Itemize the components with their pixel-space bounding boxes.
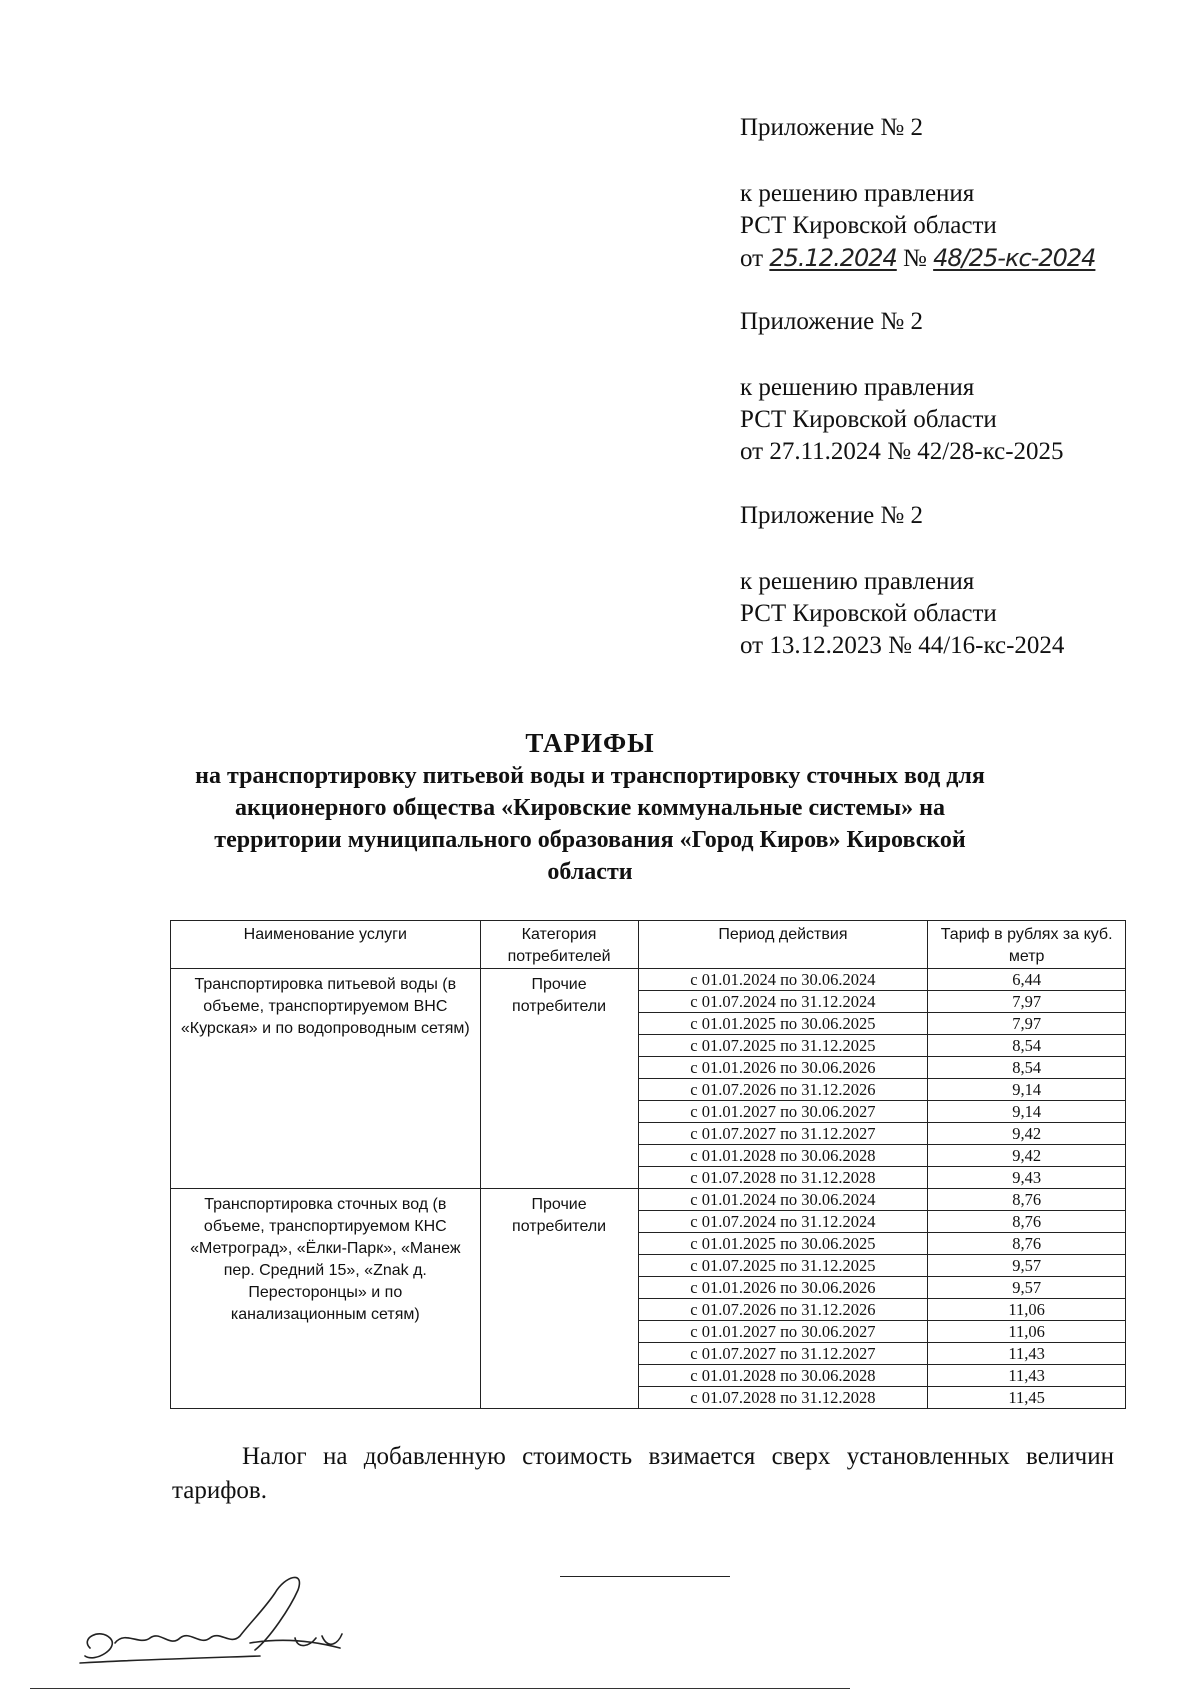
- period-cell: с 01.01.2024 по 30.06.2024: [638, 1189, 928, 1211]
- header-category: Категория потребителей: [480, 921, 638, 969]
- period-cell: с 01.07.2025 по 31.12.2025: [638, 1035, 928, 1057]
- appendix-date-line: [740, 242, 1180, 275]
- service-name-cell: Транспортировка питьевой воды (в объеме, транспортируемом ВНС «Курская» и по водопроводным сетям): [171, 969, 481, 1189]
- decision-number: 42/28-кс-2025: [917, 438, 1064, 465]
- period-cell: с 01.07.2028 по 31.12.2028: [638, 1387, 928, 1409]
- tariff-value-cell: 11,06: [928, 1299, 1126, 1321]
- period-cell: с 01.01.2026 по 30.06.2026: [638, 1277, 928, 1299]
- period-cell: с 01.07.2026 по 31.12.2026: [638, 1079, 928, 1101]
- period-cell: с 01.07.2024 по 31.12.2024: [638, 1211, 928, 1233]
- appendix-block-1: [740, 112, 1180, 275]
- period-cell: с 01.07.2028 по 31.12.2028: [638, 1167, 928, 1189]
- title-line-1: на транспортировку питьевой воды и транспортировку сточных вод для: [195, 763, 985, 789]
- date-prefix: от: [740, 632, 770, 659]
- appendix-line-1: к решению правления: [740, 180, 975, 207]
- appendix-title: Приложение № 2: [740, 502, 924, 529]
- tariff-value-cell: 8,54: [928, 1057, 1126, 1079]
- title-main: ТАРИФЫ: [525, 728, 655, 758]
- title-line-4: области: [547, 859, 633, 885]
- period-cell: с 01.01.2027 по 30.06.2027: [638, 1101, 928, 1123]
- table-row: [171, 969, 1126, 991]
- decision-date: 13.12.2023: [769, 632, 882, 659]
- tariff-value-cell: 11,43: [928, 1365, 1126, 1387]
- bottom-rule: [30, 1688, 850, 1689]
- separator-line: [560, 1576, 730, 1577]
- table-row: [171, 1189, 1126, 1211]
- number-prefix: №: [880, 438, 918, 465]
- vat-note: Налог на добавленную стоимость взимается сверх установленных величин тарифов.: [172, 1443, 1114, 1504]
- document-title: [130, 726, 1050, 888]
- tariff-value-cell: 9,42: [928, 1145, 1126, 1167]
- date-prefix: от: [740, 245, 770, 272]
- tariff-value-cell: 9,14: [928, 1101, 1126, 1123]
- title-line-2: акционерного общества «Кировские коммунальные системы» на: [235, 795, 945, 821]
- period-cell: с 01.07.2027 по 31.12.2027: [638, 1343, 928, 1365]
- tariff-value-cell: 8,76: [928, 1189, 1126, 1211]
- tariff-value-cell: 9,14: [928, 1079, 1126, 1101]
- decision-number: 44/16-кс-2024: [918, 632, 1065, 659]
- table-header-row: [171, 921, 1126, 969]
- tariff-value-cell: 9,57: [928, 1277, 1126, 1299]
- appendix-line-2: РСТ Кировской области: [740, 600, 997, 627]
- tariff-value-cell: 7,97: [928, 1013, 1126, 1035]
- handwritten-date: 25.12.2024: [769, 244, 897, 272]
- title-line-3: территории муниципального образования «Город Киров» Кировской: [214, 827, 966, 853]
- tariff-value-cell: 6,44: [928, 969, 1126, 991]
- appendix-block-3: [740, 500, 1180, 662]
- appendix-line-1: к решению правления: [740, 374, 975, 401]
- tariff-value-cell: 9,57: [928, 1255, 1126, 1277]
- appendix-date-line: [740, 436, 1180, 468]
- tariff-value-cell: 9,42: [928, 1123, 1126, 1145]
- appendix-line-2: РСТ Кировской области: [740, 406, 997, 433]
- header-service: Наименование услуги: [171, 921, 481, 969]
- number-prefix: №: [881, 632, 919, 659]
- handwritten-number: 48/25-кс-2024: [933, 244, 1096, 272]
- appendix-line-1: к решению правления: [740, 568, 975, 595]
- tariff-value-cell: 11,45: [928, 1387, 1126, 1409]
- tariff-value-cell: 8,54: [928, 1035, 1126, 1057]
- appendix-line-2: РСТ Кировской области: [740, 212, 997, 239]
- decision-date: 27.11.2024: [769, 438, 881, 465]
- appendix-block-2: [740, 306, 1180, 468]
- consumer-category-cell: Прочие потребители: [480, 969, 638, 1189]
- number-prefix: №: [896, 245, 934, 272]
- tariff-value-cell: 9,43: [928, 1167, 1126, 1189]
- period-cell: с 01.07.2024 по 31.12.2024: [638, 991, 928, 1013]
- tariff-value-cell: 8,76: [928, 1233, 1126, 1255]
- period-cell: с 01.01.2026 по 30.06.2026: [638, 1057, 928, 1079]
- header-period: Период действия: [638, 921, 928, 969]
- tariff-value-cell: 11,06: [928, 1321, 1126, 1343]
- period-cell: с 01.01.2024 по 30.06.2024: [638, 969, 928, 991]
- tariff-value-cell: 8,76: [928, 1211, 1126, 1233]
- period-cell: с 01.01.2028 по 30.06.2028: [638, 1145, 928, 1167]
- tariff-table: [170, 920, 1126, 1409]
- period-cell: с 01.01.2027 по 30.06.2027: [638, 1321, 928, 1343]
- period-cell: с 01.07.2025 по 31.12.2025: [638, 1255, 928, 1277]
- period-cell: с 01.01.2025 по 30.06.2025: [638, 1013, 928, 1035]
- service-name-cell: Транспортировка сточных вод (в объеме, транспортируемом КНС «Метроград», «Ёлки-Парк», «Манеж пер. Средний 15», «Znak д. Пересторонцы» и по канализационным сетям): [171, 1189, 481, 1409]
- period-cell: с 01.01.2028 по 30.06.2028: [638, 1365, 928, 1387]
- handwritten-signature: [70, 1568, 370, 1678]
- date-prefix: от: [740, 438, 770, 465]
- period-cell: с 01.07.2027 по 31.12.2027: [638, 1123, 928, 1145]
- tariff-value-cell: 11,43: [928, 1343, 1126, 1365]
- appendix-date-line: [740, 630, 1180, 662]
- appendix-title: Приложение № 2: [740, 308, 924, 335]
- period-cell: с 01.01.2025 по 30.06.2025: [638, 1233, 928, 1255]
- tariff-value-cell: 7,97: [928, 991, 1126, 1013]
- period-cell: с 01.07.2026 по 31.12.2026: [638, 1299, 928, 1321]
- appendix-title: Приложение № 2: [740, 114, 924, 141]
- consumer-category-cell: Прочие потребители: [480, 1189, 638, 1409]
- header-tariff: Тариф в рублях за куб. метр: [928, 921, 1126, 969]
- tariff-table-body: [171, 969, 1126, 1409]
